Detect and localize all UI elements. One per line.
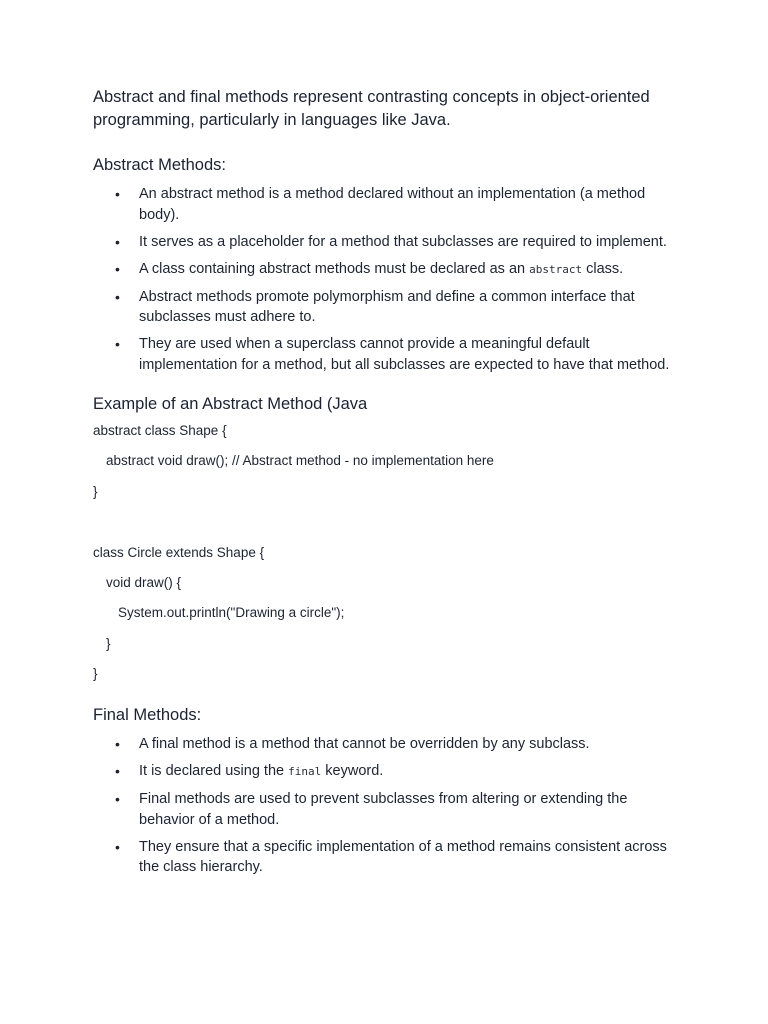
final-methods-heading: Final Methods:	[93, 706, 202, 725]
code-line: }	[93, 666, 98, 682]
list-item-text: They ensure that a specific implementation of a method remains consistent across the class hierarchy.	[139, 838, 667, 876]
list-item	[93, 761, 683, 783]
code-line-blank	[93, 512, 683, 532]
list-item-text: An abstract method is a method declared without an implementation (a method body).	[139, 186, 646, 223]
bullet-icon: •	[115, 336, 120, 352]
example-heading: Example of an Abstract Method (Java	[93, 395, 368, 413]
inline-code-abstract: abstract	[529, 262, 583, 276]
list-item	[93, 789, 683, 830]
code-line: }	[106, 635, 111, 651]
list-item	[93, 837, 683, 878]
list-item-text: It is declared using the	[139, 763, 289, 780]
intro-paragraph: Abstract and final methods represent contrasting concepts in object-oriented programming, particularly in languages like Java.	[93, 88, 650, 129]
code-line: void draw() {	[106, 574, 182, 590]
bullet-icon: •	[115, 763, 120, 780]
list-item	[93, 734, 683, 755]
bullet-icon: •	[115, 791, 120, 808]
document-page	[93, 86, 683, 884]
code-example	[93, 421, 683, 684]
code-line: class Circle extends Shape {	[93, 544, 265, 560]
bullet-icon: •	[115, 233, 120, 250]
inline-code-final: final	[288, 765, 322, 779]
list-item-text: A final method is a method that cannot be overridden by any subclass.	[139, 736, 590, 753]
list-item-text: keyword.	[321, 763, 384, 780]
code-line: System.out.println("Drawing a circle");	[118, 605, 345, 621]
list-item	[93, 259, 683, 281]
list-item	[93, 334, 683, 375]
code-line: }	[93, 483, 98, 499]
list-item-text: A class containing abstract methods must be declared as an	[139, 260, 530, 277]
code-line: abstract void draw(); // Abstract method - no implementation here	[106, 453, 494, 469]
list-item-text: It serves as a placeholder for a method that subclasses are required to implement.	[139, 233, 667, 250]
final-methods-list	[93, 734, 683, 878]
bullet-icon: •	[115, 260, 120, 277]
list-item-text: Abstract methods promote polymorphism and define a common interface that subclasses must adhere to.	[139, 288, 635, 325]
bullet-icon: •	[115, 736, 120, 753]
list-item	[93, 184, 683, 225]
code-line: abstract class Shape {	[93, 423, 227, 438]
list-item-text: Final methods are used to prevent subclasses from altering or extending the behavior of a method.	[139, 791, 628, 828]
bullet-icon: •	[115, 288, 120, 305]
bullet-icon: •	[115, 186, 120, 202]
list-item-text: They are used when a superclass cannot provide a meaningful default implementation for a method, but all subclasses are expected to have that method.	[139, 336, 670, 373]
bullet-icon: •	[115, 838, 120, 855]
list-item	[93, 232, 683, 253]
list-item-text: class.	[582, 260, 624, 277]
abstract-methods-heading: Abstract Methods:	[93, 156, 226, 174]
abstract-methods-list	[93, 184, 683, 375]
list-item	[93, 287, 683, 328]
